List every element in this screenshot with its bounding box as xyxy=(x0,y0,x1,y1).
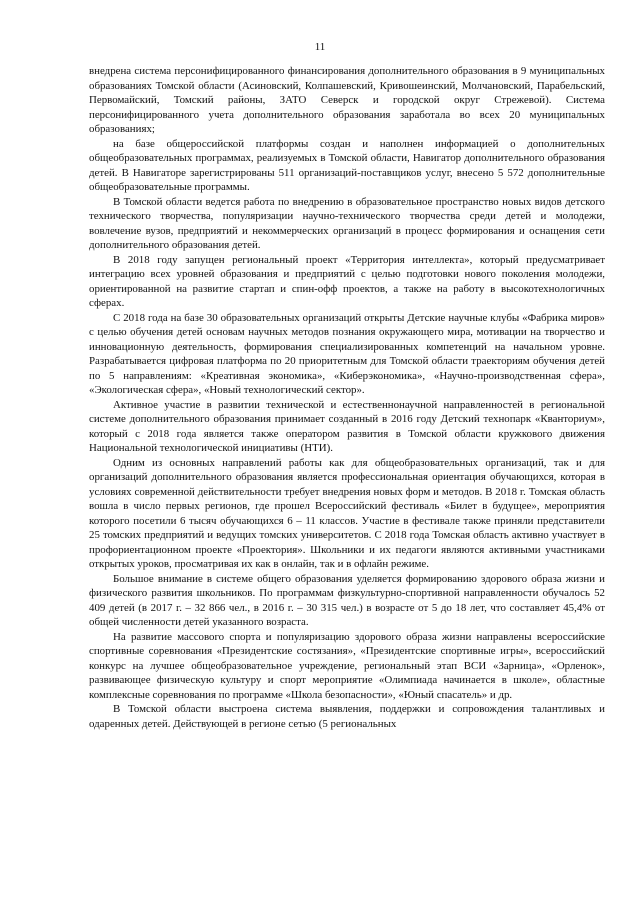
paragraph-mass-sport: На развитие массового спорта и популяризацию здорового образа жизни направлены всероссийские спортивные соревнования «Президентские состязания», «Президентские спортивные игры», всероссийский конкурс на лучшее общеобразовательное учреждение, региональный этап ВСИ «Зарница», «Орленок», развивающее физическую культуру и спорт мероприятие «Олимпиада начинается в школе», областные комплексные соревнования по программе «Школа безопасности», «Юный спасатель» и др. xyxy=(89,630,605,701)
paragraph-talented-children: В Томской области выстроена система выявления, поддержки и сопровождения талантливых и одаренных детей. Действующей в регионе сетью (5 региональных xyxy=(89,703,605,730)
paragraph-navigator: на базе общероссийской платформы создан и наполнен информацией о дополнительных общеобразовательных программах, реализуемых в Томской области, Навигатор дополнительного образования детей. В Навигаторе зарегистрированы 511 организаций-поставщиков услуг, внесено 5 572 дополнительные общеобразовательные программы. xyxy=(89,137,605,193)
page-number: 11 xyxy=(314,41,326,53)
paragraph-career-guidance: Одним из основных направлений работы как для общеобразовательных организаций, так и для организаций дополнительного образования является профессиональная ориентация обучающихся, которая в условиях современной действительности требует внедрения новых форм и методов. В 2018 г. Томская область вошла в число первых регионов, где прошел Всероссийский фестиваль «Билет в будущее», мероприятия которого посетили 6 тысяч обучающихся 6 – 11 классов. Участие в фестивале также приняли представители 25 томских предприятий и ведущих томских университетов. С 2018 года Томская область активно участвует в профориентационном проекте «Проектория». Школьники и их педагоги являются активными участниками открытых уроков, просматривая их как в онлайн, так и в офлайн режиме. xyxy=(89,456,605,570)
page-body xyxy=(89,64,605,731)
paragraph-personified-financing: внедрена система персонифицированного финансирования дополнительного образования в 9 муниципальных образованиях Томской области (Асиновский, Колпашевский, Кривошеинский, Молчановский, Парабельский, Первомайский, Томский районы, ЗАТО Северск и городской округ Стрежевой). Система персонифицированного учета дополнительного образования заработала во всех 20 муниципальных образованиях; xyxy=(89,65,605,135)
paragraph-technical-creativity: В Томской области ведется работа по внедрению в образовательное пространство новых видов детского технического творчества, популяризации научно-технического творчества среди детей и молодежи, вовлечение вузов, предприятий и некоммерческих организаций в процесс формирования и оснащения сети дополнительного образования детей. xyxy=(89,195,605,251)
paragraph-factory-of-worlds: С 2018 года на базе 30 образовательных организаций открыты Детские научные клубы «Фабрика миров» с целью обучения детей основам научных методов познания окружающего мира, мотивации на творчество и инновационную деятельность, формирования специализированных компетенций на начальном уровне. Разрабатывается цифровая платформа по 20 приоритетным для Томской области траекториям обучения детей по 5 направлениям: «Креативная экономика», «Киберэкономика», «Научно-производственная сфера», «Экологическая сфера», «Новый технологический сектор». xyxy=(89,311,605,396)
paragraph-quantorium: Активное участие в развитии технической и естественнонаучной направленностей в региональной системе дополнительного образования принимает созданный в 2016 году Детский технопарк «Кванториум», который с 2018 года является также оператором развития в Томской области кружкового движения Национальной технологической инициативы (НТИ). xyxy=(89,398,605,454)
paragraph-healthy-lifestyle: Большое внимание в системе общего образования уделяется формированию здорового образа жизни и физического развития школьников. По программам физкультурно-спортивной направленности обучалось 52 409 детей (в 2017 г. – 32 866 чел., в 2016 г. – 30 315 чел.) в возрасте от 5 до 18 лет, что составляет 45,4% от общей численности детей указанного возраста. xyxy=(89,572,605,628)
paragraph-territory-of-intellect: В 2018 году запущен региональный проект «Территория интеллекта», который предусматривает интеграцию всех уровней образования и предприятий с целью подготовки нового поколения молодежи, ориентированной на развитие стартап и спин-офф проектов, а также на работу в высокотехнологичных сферах. xyxy=(89,253,605,309)
